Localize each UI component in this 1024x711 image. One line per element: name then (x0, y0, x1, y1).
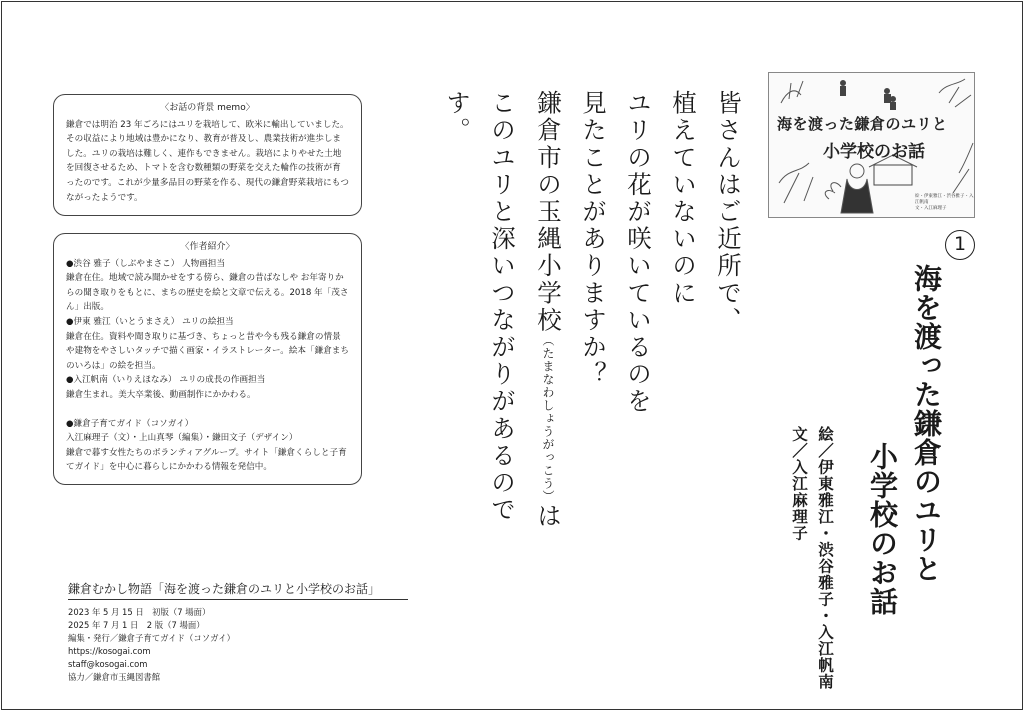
story-line: 見たことがありますか？ (579, 90, 608, 389)
group-name: ●鎌倉子育てガイド（コソガイ） (66, 418, 194, 429)
story-text-part: は (534, 502, 563, 531)
cover-credit-writer: 文・入江麻理子 (915, 206, 947, 211)
colophon (68, 580, 408, 684)
group-desc: 鎌倉で暮す女性たちのボランティアグループ。サイト「鎌倉くらしと子育てガイド」を中心に暮らしにかかわる情報を発信中。 (66, 447, 347, 473)
background-memo-title: 〈お話の背景 memo〉 (160, 103, 255, 113)
author-desc: 鎌倉在住。地域で読み聞かせをする傍ら、鎌倉の昔ばなしや お年寄りからの聞き取りをもとに、まちの歴史を絵と文章で伝える。2018 年「茂さん」出版。 (66, 273, 349, 313)
authors-title: 〈作者紹介〉 (180, 242, 235, 252)
group-members: 入江麻理子（文）・上山真琴（編集）・鎌田文子（デザイン） (66, 433, 298, 444)
writer-credit: 文／入江麻理子 (790, 426, 808, 542)
story-line: 植えていないのに (669, 90, 698, 307)
colophon-line: 2025 年 7 月 1 日 2 版（7 場面） (68, 620, 205, 630)
author-desc: 鎌倉在住。資料や聞き取りに基づき、ちょっと昔や今も残る鎌倉の情景や建物をやさしいタッチで描く画家・イラストレーター。絵本「鎌倉まちのいろは」の絵を担当。 (66, 331, 349, 371)
cover-subtitle: 小学校のお話 (823, 142, 925, 162)
colophon-url[interactable]: https://kosogai.com (68, 646, 151, 656)
author-name: ●渋谷 雅子（しぶやまさこ） 人物画担当 (66, 258, 226, 269)
page-frame (1, 1, 1023, 710)
story-text (435, 90, 751, 570)
author-desc: 鎌倉生まれ。美大卒業後、動画制作にかかわる。 (66, 389, 256, 400)
colophon-email[interactable]: staff@kosogai.com (68, 659, 148, 669)
author-name: ●伊東 雅江（いとうまさえ） ユリの絵担当 (66, 316, 234, 327)
story-text-part: 鎌倉市の玉縄小学校 (534, 90, 563, 334)
background-memo-text: 鎌倉では明治 23 年ごろにはユリを栽培して、欧米に輸出していました。その収益により地域は豊かになり、教育が普及し、農業技術が進歩しました。ユリの栽培は難しく、連作もできません。栽培によりやせた土地を回復させるため、トマトを含む数種類の野菜を交えた輪作の技術が育ったのです。これが少量多品目の野菜を作る、現代の鎌倉野菜栽培にもつながったようです。 (66, 119, 349, 203)
colophon-title: 鎌倉むかし物語「海を渡った鎌倉のユリと小学校のお話」 (68, 580, 408, 600)
colophon-line: 2023 年 5 月 15 日 初版（7 場面） (68, 607, 211, 617)
story-ruby: （たまなわしょうがっこう） (541, 333, 555, 503)
cover-credit-illustrators: 絵・伊東雅江・渋谷雅子・入江帆南 (915, 194, 974, 205)
colophon-line: 協力／鎌倉市玉縄図書館 (68, 672, 161, 682)
story-line: ユリの花が咲いているのを (624, 90, 653, 416)
cover-title: 海を渡った鎌倉のユリと (777, 115, 948, 133)
authors-box (53, 233, 362, 485)
page-title-line1: 海を渡った鎌倉のユリと (910, 264, 943, 583)
story-line: このユリと深いつながりがあるのです。 (443, 90, 517, 524)
colophon-line: 編集・発行／鎌倉子育てガイド（コソガイ） (68, 633, 235, 643)
cover-thumbnail (768, 72, 975, 218)
scene-number: 1 (945, 230, 975, 260)
cover-credit (915, 194, 974, 212)
illustrator-credit: 絵／伊東雅江・渋谷雅子・入江帆南 (816, 426, 834, 690)
page-title-line2: 小学校のお話 (866, 442, 899, 616)
author-name: ●入江帆南（いりえほなみ） ユリの成長の作画担当 (66, 375, 266, 386)
background-memo-box (53, 94, 362, 216)
story-line (525, 90, 571, 570)
story-line: 皆さんはご近所で、 (714, 90, 743, 334)
